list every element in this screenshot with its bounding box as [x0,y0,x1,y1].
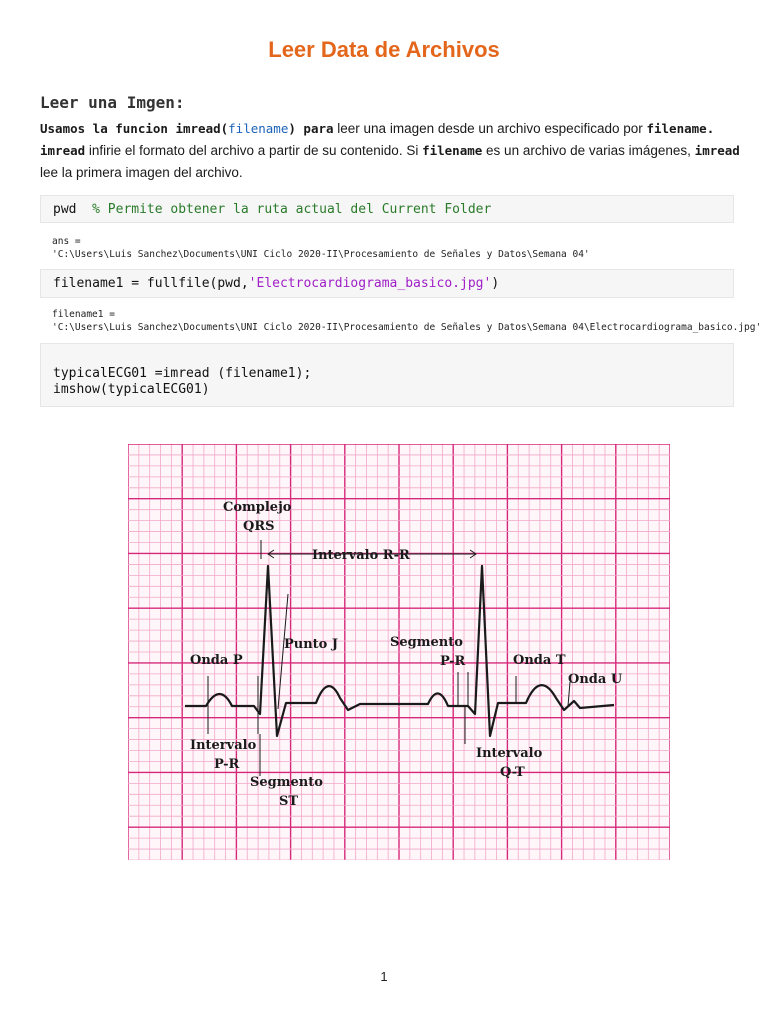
code-cell-imread[interactable] [40,343,734,407]
output-line: 'C:\Users\Luis Sanchez\Documents\UNI Ciclo 2020-II\Procesamiento de Señales y Datos\Semana 04\Electrocardiograma_basico.jpg' [52,322,762,333]
code-cell-fullfile[interactable] [40,269,734,298]
description-paragraph [40,118,740,184]
code-cell-pwd[interactable] [40,195,734,223]
code-comment: % Permite obtener la ruta actual del Current Folder [92,202,492,217]
code-command: pwd [53,202,77,217]
output-line: 'C:\Users\Luis Sanchez\Documents\UNI Ciclo 2020-II\Procesamiento de Señales y Datos\Semana 04' [52,249,590,260]
code-text: ) [491,276,500,291]
output-pwd [52,235,768,261]
output-fullfile [52,308,768,334]
ecg-label-onda-t: Onda T [513,653,566,668]
page-title: Leer Data de Archivos [268,37,500,62]
text-run: lee la primera imagen del archivo. [40,165,243,180]
code-term: imread [694,143,740,158]
output-line: filename1 = [52,309,115,320]
ecg-label-complejo: Complejo [223,500,292,515]
ecg-label-onda-u: Onda U [568,672,623,687]
text-run: leer una imagen desde un archivo especificado por [333,121,647,136]
ecg-label-intervalo-rr: Intervalo R-R [312,548,410,563]
code-line: imshow(typicalECG01) [53,382,210,397]
ecg-label-onda-p: Onda P [190,653,243,668]
text-run: ) para [288,121,334,136]
code-string: 'Electrocardiograma_basico.jpg' [248,276,492,291]
code-term: filename. [646,121,715,136]
ecg-label-pr-int: P-R [214,757,240,772]
ecg-label-qt: Q-T [500,765,525,780]
text-run: infirie el formato del archivo a partir de su contenido. Si [85,143,423,158]
text-run: es un archivo de varias imágenes, [482,143,695,158]
ecg-label-st: ST [279,794,299,809]
ecg-label-qrs: QRS [243,519,275,534]
ecg-label-segmento-st: Segmento [250,775,323,790]
section-heading: Leer una Imgen: [40,93,185,112]
ecg-label-segmento-pr: Segmento [390,635,463,650]
code-term: filename [422,143,483,158]
code-text: filename1 = fullfile(pwd, [53,276,249,291]
code-line: typicalECG01 =imread (filename1); [53,366,312,381]
ecg-label-intervalo-qt: Intervalo [476,746,543,761]
ecg-image [128,444,670,860]
text-run: Usamos la funcion imread( [40,121,229,136]
page-number: 1 [380,969,388,984]
code-term: imread [40,143,86,158]
ecg-label-pr-seg: P-R [440,654,466,669]
code-arg: filename [228,121,289,136]
output-line: ans = [52,236,81,247]
ecg-label-intervalo-pr: Intervalo [190,738,257,753]
ecg-label-punto-j: Punto J [284,637,339,652]
